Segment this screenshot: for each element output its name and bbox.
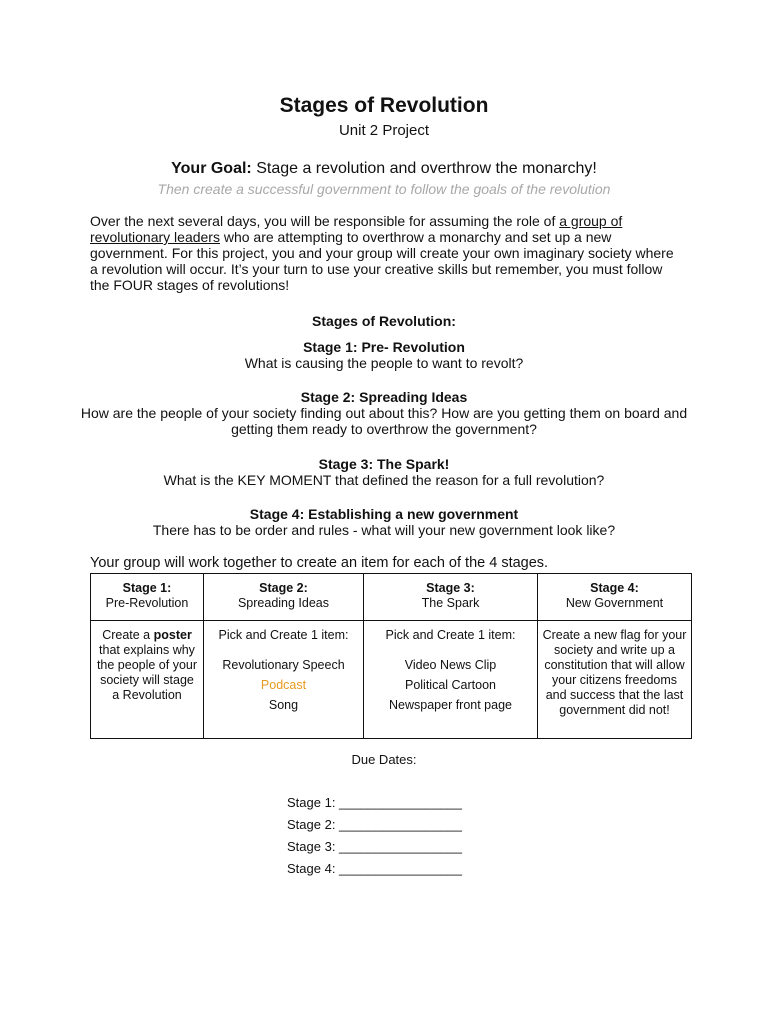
stage-title: Stage 2: Spreading Ideas [300,389,468,405]
option-item: Newspaper front page [389,698,512,712]
stage-4-cell: Create a new flag for your society and write up a constitution that will allow your citizens freedoms and success that the last government did not! [538,621,692,739]
stage-1-block [80,339,688,371]
stage-3-cell: Pick and Create 1 item: Video News Clip Political Cartoon Newspaper front page [364,621,538,739]
stage-question: What is the KEY MOMENT that defined the reason for a full revolution? [163,472,605,488]
intro-part-2: who are attempting to overthrow a monarchy and set up a new government. For this project, you and your group will create your own imaginary society where a revolution will occur. It’s your turn to use your creative skills but remember, you must follow the FOUR stages of revolutions! [90,229,674,293]
stage-title: Stage 3: The Spark! [318,456,450,472]
goal-label: Your Goal: [171,160,252,177]
stage-question: There has to be order and rules - what will your new government look like? [152,522,616,538]
stage-question: What is causing the people to want to revolt? [244,355,524,371]
stage-1-cell: Create a poster that explains why the people of your society will stage a Revolution [91,621,204,739]
stages-heading: Stages of Revolution: [312,313,456,329]
page-title: Stages of Revolution [279,94,489,117]
due-date-line: Stage 3: _________________ [287,839,462,854]
header-cell: Stage 3: The Spark [364,574,538,621]
option-item: Podcast [260,678,307,692]
option-item: Video News Clip [404,658,497,672]
option-item: Political Cartoon [404,678,496,692]
intro-underlined: a group of revolutionary leaders [90,213,623,245]
table-header-row [91,574,692,621]
goal-subtext: Then create a successful government to follow the goals of the revolution [157,181,611,197]
due-date-line: Stage 2: _________________ [287,817,462,832]
due-dates-list [287,792,462,880]
option-item: Song [268,698,299,712]
header-cell: Stage 1: Pre-Revolution [91,574,204,621]
stage-question: How are the people of your society finding out about this? How are you getting them on board and getting them ready to overthrow the government? [80,405,688,437]
stage-4-block [80,506,688,538]
page-subtitle: Unit 2 Project [338,122,430,139]
header-cell: Stage 4: New Government [538,574,692,621]
intro-part-1: Over the next several days, you will be responsible for assuming the role of [90,213,560,229]
goal-text: Stage a revolution and overthrow the monarchy! [251,160,597,177]
table-body-row [91,621,692,739]
option-item: Revolutionary Speech [222,658,345,672]
stages-table [90,573,692,739]
stage-2-block [80,389,688,437]
stage-2-cell: Pick and Create 1 item: Revolutionary Speech Podcast Song [204,621,364,739]
due-dates-label: Due Dates: [351,752,417,767]
due-date-line: Stage 4: _________________ [287,861,462,876]
table-intro: Your group will work together to create an item for each of the 4 stages. [90,555,549,571]
intro-paragraph [90,213,680,293]
stage-3-block [80,456,688,488]
header-cell: Stage 2: Spreading Ideas [204,574,364,621]
stage-title: Stage 1: Pre- Revolution [303,339,465,355]
goal-line [0,160,768,178]
stage-title: Stage 4: Establishing a new government [249,506,519,522]
due-date-line: Stage 1: _________________ [287,795,462,810]
